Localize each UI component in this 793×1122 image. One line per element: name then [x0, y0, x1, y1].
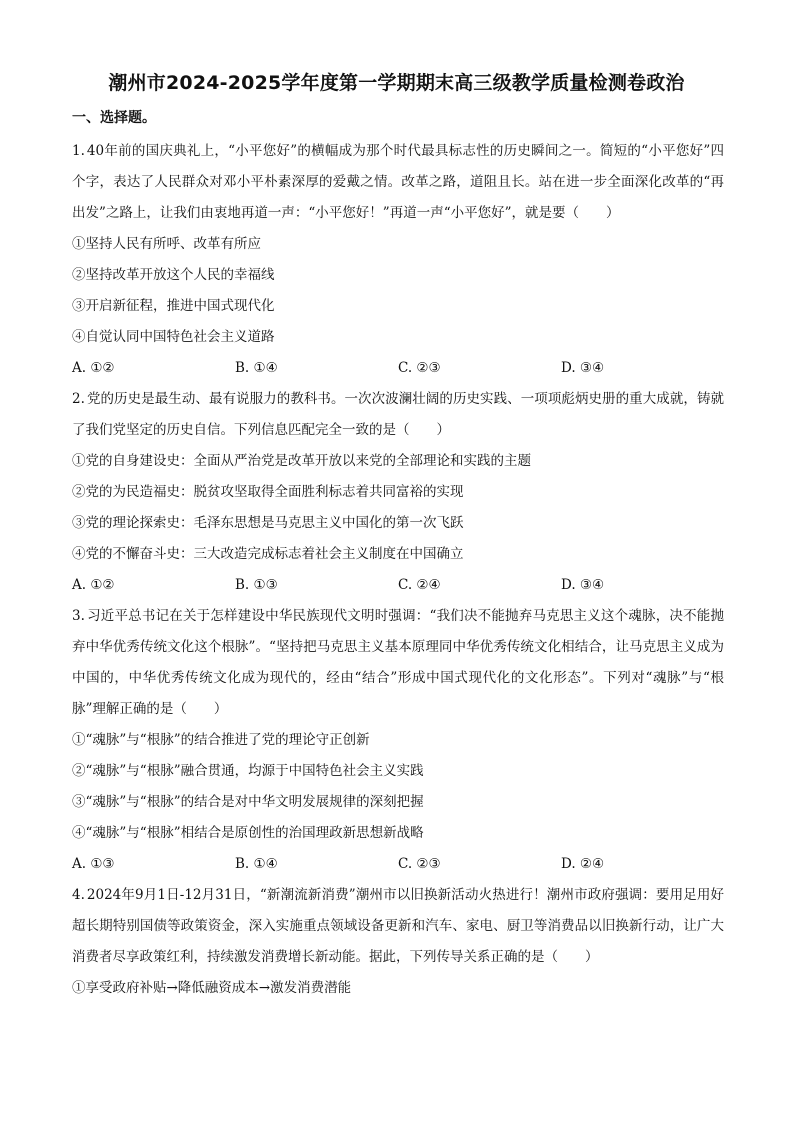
- statement-option: ②党的为民造福史：脱贫攻坚取得全面胜利标志着共同富裕的实现: [72, 484, 464, 500]
- statement-option: ①坚持人民有所呼、改革有所应: [72, 236, 261, 252]
- choice-c: C. ②④: [398, 577, 441, 593]
- questions-list: [72, 136, 724, 1004]
- choice-d: D. ③④: [561, 360, 605, 376]
- answer-choices: [72, 353, 724, 384]
- question-4: [72, 880, 724, 1004]
- statement-option: ③党的理论探索史：毛泽东思想是马克思主义中国化的第一次飞跃: [72, 515, 464, 531]
- question-stem: [72, 136, 724, 229]
- answer-choices: [72, 570, 724, 601]
- choice-c: C. ②③: [398, 360, 441, 376]
- question-text: 40年前的国庆典礼上，“小平您好”的横幅成为那个时代最具标志性的历史瞬间之一。简短的“小平您好”四个字，表达了人民群众对邓小平朴素深厚的爱戴之情。改革之路，道阻且长。站在进一步全面深化改革的“再出发”之路上，让我们由衷地再道一声：“小平您好！”再道一声“小平您好”，就是要（ ）: [72, 143, 724, 221]
- question-number: 1.: [72, 143, 85, 159]
- statement-option: ②坚持改革开放这个人民的幸福线: [72, 267, 275, 283]
- choice-a: A. ①②: [72, 577, 115, 593]
- question-stem: [72, 880, 724, 973]
- page-title: 潮州市2024-2025学年度第一学期期末高三级教学质量检测卷政治: [108, 72, 685, 94]
- statement-option: ④党的不懈奋斗史：三大改造完成标志着社会主义制度在中国确立: [72, 546, 464, 562]
- choice-b: B. ①③: [235, 577, 278, 593]
- question-stem: [72, 601, 724, 725]
- choice-d: D. ②④: [561, 856, 605, 872]
- question-text: 习近平总书记在关于怎样建设中华民族现代文明时强调：“我们决不能抛弃马克思主义这个魂脉，决不能抛弃中华优秀传统文化这个根脉”。“坚持把马克思主义基本原理同中华优秀传统文化相结合，让马克思主义成为中国的，中华优秀传统文化成为现代的，经由“结合”形成中国式现代化的文化形态”。下列对“魂脉”与“根脉”理解正确的是（ ）: [72, 608, 724, 717]
- question-number: 2.: [72, 391, 85, 407]
- question-text: 2024年9月1日-12月31日，“新潮流新消费”潮州市以旧换新活动火热进行！潮州市政府强调：要用足用好超长期特别国债等政策资金，深入实施重点领域设备更新和汽车、家电、厨卫等消费品以旧换新行动，让广大消费者尽享政策红利，持续激发消费增长新动能。据此，下列传导关系正确的是（ ）: [72, 887, 724, 965]
- statement-option: ④自觉认同中国特色社会主义道路: [72, 329, 275, 345]
- choice-a: A. ①②: [72, 360, 115, 376]
- question-3: [72, 601, 724, 880]
- statement-option: ③开启新征程，推进中国式现代化: [72, 298, 275, 314]
- question-stem: [72, 384, 724, 446]
- choice-b: B. ①④: [235, 360, 278, 376]
- question-1: [72, 136, 724, 384]
- statement-option: ③“魂脉”与“根脉”的结合是对中华文明发展规律的深刻把握: [72, 794, 424, 810]
- choice-c: C. ②③: [398, 856, 441, 872]
- question-2: [72, 384, 724, 601]
- statement-option: ④“魂脉”与“根脉”相结合是原创性的治国理政新思想新战略: [72, 825, 424, 841]
- section-heading: 一、选择题。: [72, 110, 156, 126]
- choice-d: D. ③④: [561, 577, 605, 593]
- question-number: 3.: [72, 608, 85, 624]
- choice-a: A. ①③: [72, 856, 115, 872]
- choice-b: B. ①④: [235, 856, 278, 872]
- statement-option: ①“魂脉”与“根脉”的结合推进了党的理论守正创新: [72, 732, 370, 748]
- statement-option: ②“魂脉”与“根脉”融合贯通，均源于中国特色社会主义实践: [72, 763, 424, 779]
- statement-option: ①党的自身建设史：全面从严治党是改革开放以来党的全部理论和实践的主题: [72, 453, 531, 469]
- question-text: 党的历史是最生动、最有说服力的教科书。一次次波澜壮阔的历史实践、一项项彪炳史册的重大成就，铸就了我们党坚定的历史自信。下列信息匹配完全一致的是（ ）: [72, 391, 724, 438]
- statement-option: ①享受政府补贴→降低融资成本→激发消费潜能: [72, 980, 352, 996]
- question-number: 4.: [72, 887, 85, 903]
- answer-choices: [72, 849, 724, 880]
